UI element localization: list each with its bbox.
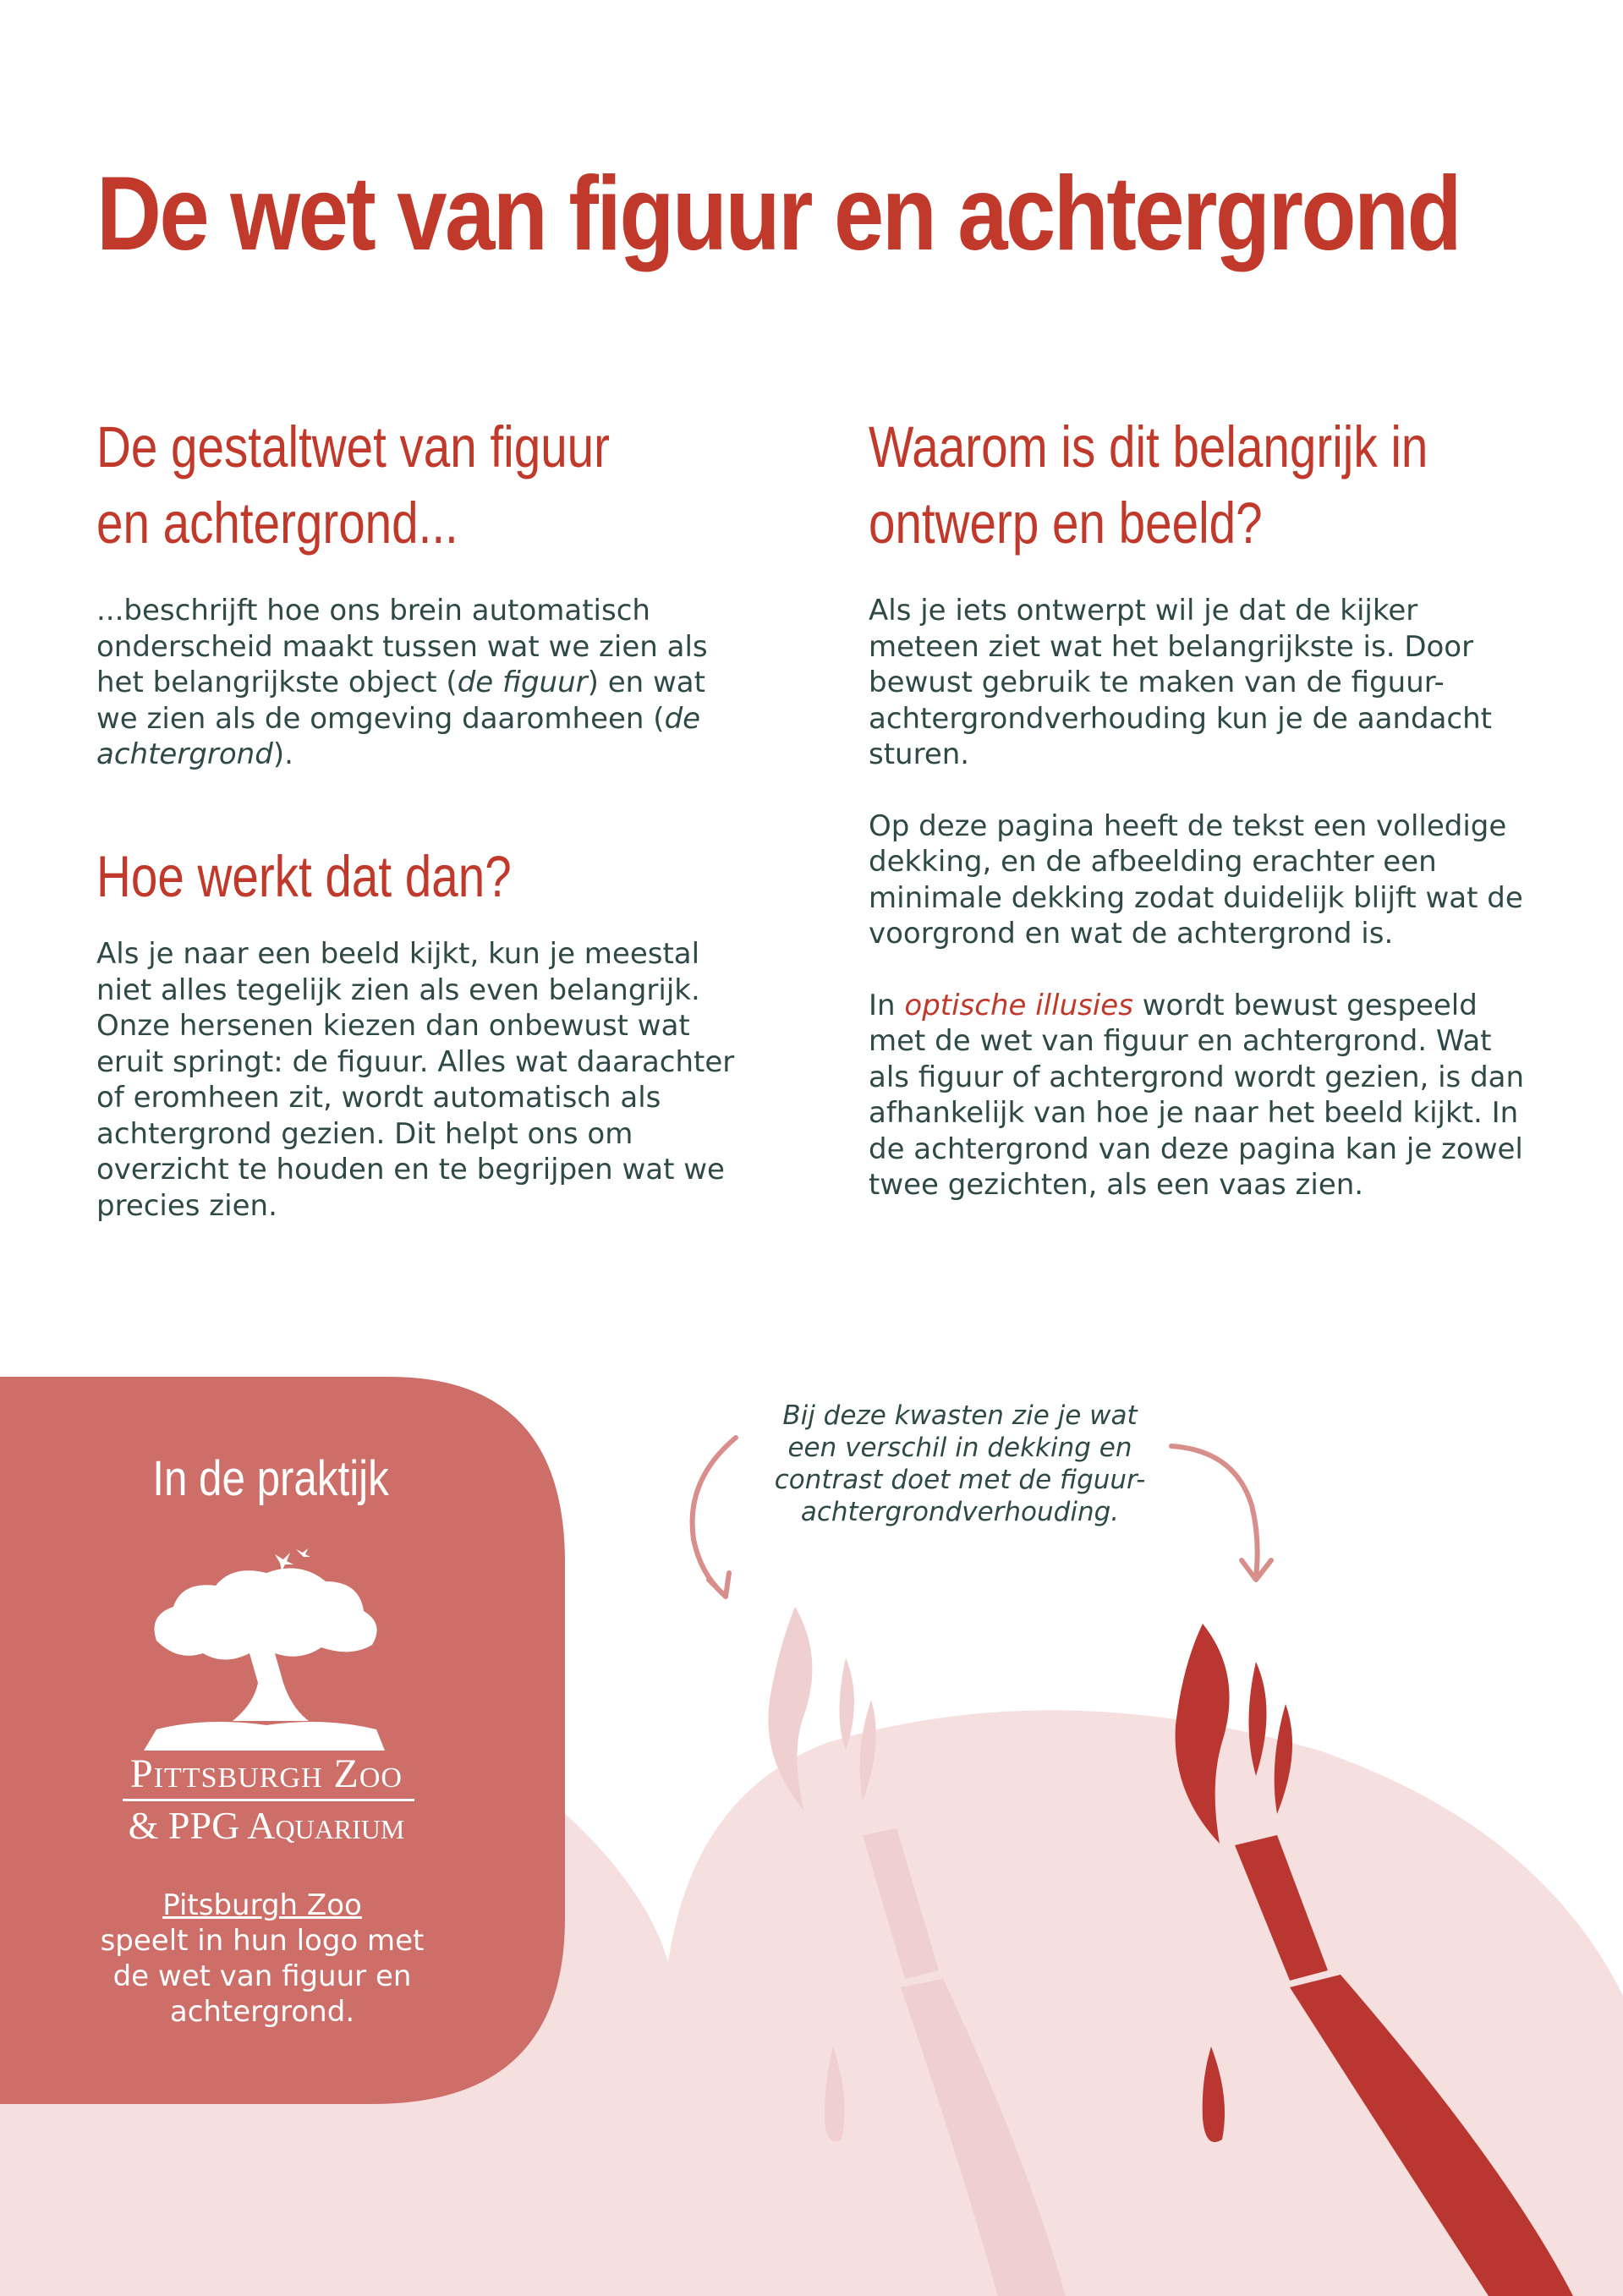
left-heading-1 bbox=[96, 409, 610, 561]
logo-divider bbox=[123, 1799, 414, 1801]
left-heading-1-line-2: en achtergrond... bbox=[96, 490, 458, 556]
logo-text-line-2: & PPG Aquarium bbox=[128, 1804, 405, 1847]
arrow-right-icon bbox=[1159, 1429, 1277, 1590]
solid-brush bbox=[1150, 1624, 1623, 2296]
right-paragraph-2: Op deze pagina heeft de tekst een volledige dekking, en de afbeelding erachter een minimale dekking zodat duidelijk blijft wat de voorgrond en wat de achtergrond is. bbox=[869, 808, 1523, 951]
tree-logo-icon bbox=[140, 1548, 393, 1759]
brush-note: Bij deze kwasten zie je wat een verschil in dekking en contrast doet met de figuur-achtergrondverhouding. bbox=[774, 1400, 1146, 1527]
logo-text-line-1: Pittsburgh Zoo bbox=[130, 1751, 403, 1796]
right-heading bbox=[869, 409, 1428, 561]
emphasis-achtergrond: de achtergrond bbox=[96, 701, 701, 771]
left-paragraph-2: Als je naar een beeld kijkt, kun je meestal niet alles tegelijk zien als even belangrijk. Onze hersenen kiezen dan onbewust wat eruit springt: de figuur. Alles wat daarachter of eromheen zit, wordt automatisch als achtergrond gezien. Dit helpt ons om overzicht te houden en te begrijpen wat we precies zien. bbox=[96, 937, 735, 1223]
right-heading-line-2: ontwerp en beeld? bbox=[869, 490, 1263, 556]
left-heading-2: Hoe werkt dat dan? bbox=[96, 844, 512, 909]
practice-heading: In de praktijk bbox=[152, 1451, 389, 1506]
optische-illusies-link[interactable]: optische illusies bbox=[904, 988, 1133, 1022]
right-heading-line-1: Waarom is dit belangrijk in bbox=[869, 414, 1428, 479]
practice-description: Pitsburgh Zoo speelt in hun logo met de wet van figuur en achtergrond. bbox=[85, 1888, 440, 2030]
emphasis-figuur: de figuur bbox=[457, 666, 588, 699]
left-heading-1-line-1: De gestaltwet van figuur bbox=[96, 414, 610, 479]
left-intro-paragraph: ...beschrijft hoe ons brein automatisch onderscheid maakt tussen wat we zien als het belangrijkste object (de figuur) en wat we zien als de omgeving daaromheen (de achtergrond). bbox=[96, 594, 708, 771]
faint-brush bbox=[744, 1607, 1099, 2296]
page-title: De wet van figuur en achtergrond bbox=[96, 156, 1461, 272]
right-paragraph-1: Als je iets ontwerpt wil je dat de kijker meteen ziet wat het belangrijkste is. Door bewust gebruik te maken van de figuur-achtergrondverhouding kun je de aandacht sturen. bbox=[869, 594, 1492, 771]
right-paragraphs bbox=[869, 593, 1537, 1239]
right-paragraph-3: In optische illusies wordt bewust gespeeld met de wet van figuur en achtergrond. Wat als figuur of achtergrond wordt gezien, is dan afhankelijk van hoe je naar het beeld kijkt. In de achtergrond van deze pagina kan je zowel twee gezichten, als een vaas zien. bbox=[869, 988, 1525, 1202]
pittsburgh-zoo-link[interactable]: Pitsburgh Zoo bbox=[162, 1888, 362, 1922]
arrow-left-icon bbox=[677, 1429, 753, 1607]
